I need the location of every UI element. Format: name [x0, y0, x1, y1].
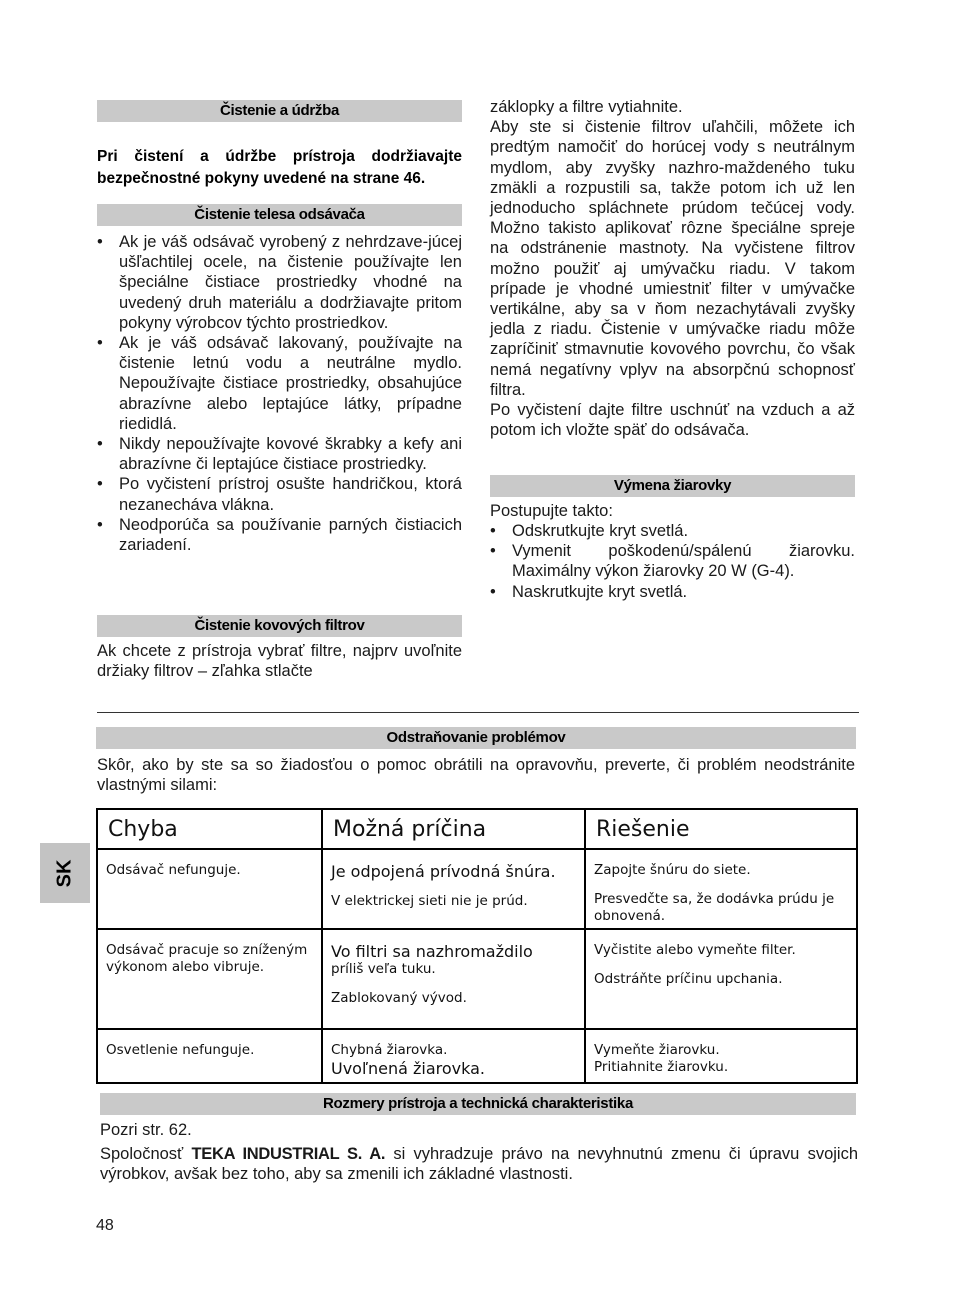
cause-text: Uvoľnená žiarovka. [331, 1059, 485, 1078]
solution-text: Presvedčte sa, že dodávka prúdu je obnovená. [594, 891, 835, 924]
filters-cleaning-paragraph: Aby ste si čistenie filtrov uľahčili, môžete ich predtým namočiť do horúcej vody s neutrálnym mydlom, aby zvyšky nazhro-maždeného tuku zmäkli a rozpustili sa, takže potom ich už len jednoducho spláchnete prúdom tečúcej vody. Možno takisto aplikovať rôzne špeciálne spreje na odstránenie mastnoty. Na vyčistene filtrov možno použiť aj umývačku riadu. V takom prípade je vhodné umiestniť filter v umývačke vertikálne, aby sa v ňom nezachytávali zvyšky jedla z riadu. Čistenie v umývačke riadu môže zapríčiniť stmavnutie kovového povrchu, čo však nemá negatívny vplyv na absorpčnú schopnosť filtra. [490, 118, 855, 399]
list-item: • Ak je váš odsávač vyrobený z nehrdzave-júcej ušľachtilej ocele, na čistenie používajte len špeciálne čistiace prostriedky vhodné na uvedený druh materiálu a dodržiavajte pritom pokyny výrobcov týchto prostriedkov. [97, 232, 462, 333]
cause-text: Chybná žiarovka. [331, 1042, 448, 1058]
cause-text: príliš veľa tuku. [331, 961, 436, 977]
list-item: • Vymenit poškodenú/spálenú žiarovku. Maximálny výkon žiarovky 20 W (G-4). [490, 541, 855, 581]
list-item: • Po vyčistení prístroj osušte handričkou, ktorá nezanecháva vlákna. [97, 474, 462, 514]
heading-cleaning-maintenance: Čistenie a údržba [97, 100, 462, 122]
solution-text: Vyčistite alebo vymeňte filter. [594, 942, 796, 958]
list-item: • Neodporúča sa používanie parných čistiacich zariadení. [97, 515, 462, 555]
table-row [97, 929, 857, 1029]
filters-drying-paragraph: Po vyčistení dajte filtre uschnúť na vzduch a až potom ich vložte späť do odsávača. [490, 401, 855, 440]
table-row [97, 849, 857, 929]
solution-cell [585, 929, 857, 1029]
table-header-row [97, 809, 857, 849]
solution-text: Zapojte šnúru do siete. [594, 862, 751, 878]
cause-text: V elektrickej sieti nie je prúd. [331, 893, 528, 909]
filters-text-continued [490, 97, 855, 440]
safety-warning: Pri čistení a údržbe prístroja dodržiavajte bezpečnostné pokyny uvedené na strane 46. [97, 148, 462, 187]
language-tab-label: SK [53, 859, 76, 887]
list-item: • Nikdy nepoužívajte kovové škrabky a kefy ani abrazívne či leptajúce čistiace prostriedky. [97, 434, 462, 474]
page-number: 48 [96, 1217, 114, 1234]
list-item: • Ak je váš odsávač lakovaný, používajte na čistenie letnú vodu a neutrálne mydlo. Nepoužívajte čistiace prostriedky, obsahujúce abrazívne alebo leptajúce látky, prípadne riedidlá. [97, 333, 462, 434]
cause-cell [322, 929, 585, 1029]
cause-cell [322, 849, 585, 929]
bulb-intro: Postupujte takto: [490, 502, 613, 520]
col-header-solution: Riešenie [585, 809, 857, 849]
bulb-steps-list [490, 521, 855, 602]
fault-cell [97, 849, 322, 929]
fault-cell [97, 1029, 322, 1083]
fault-cell [97, 929, 322, 1029]
list-item: • Naskrutkujte kryt svetlá. [490, 582, 855, 602]
table-row [97, 1029, 857, 1083]
cause-cell [322, 1029, 585, 1083]
company-suffix: si vyhradzuje právo na nevyhnutnú zmenu či úpravu svojich výrobkov, avšak bez toho, aby sa zmenili ich základné vlastnosti. [100, 1145, 858, 1184]
company-disclaimer [100, 1144, 858, 1184]
filters-continued-line: záklopky a filtre vytiahnite. [490, 98, 683, 116]
heading-troubleshooting: Odstraňovanie problémov [96, 727, 856, 749]
body-cleaning-list [97, 232, 462, 555]
fault-text: Odsávač nefunguje. [106, 862, 241, 878]
heading-body-cleaning: Čistenie telesa odsávača [97, 204, 462, 226]
col-header-cause: Možná príčina [322, 809, 585, 849]
cause-text: Vo filtri sa nazhromaždilo [331, 942, 533, 961]
solution-text: Odstráňte príčinu upchania. [594, 971, 783, 987]
heading-bulb-replacement: Výmena žiarovky [490, 475, 855, 497]
heading-dimensions-specs: Rozmery prístroja a technická charakteristika [100, 1093, 856, 1115]
solution-cell [585, 1029, 857, 1083]
section-divider [97, 712, 859, 713]
fault-text: Osvetlenie nefunguje. [106, 1042, 255, 1058]
heading-metal-filters: Čistenie kovových filtrov [97, 615, 462, 637]
solution-text: Pritiahnite žiarovku. [594, 1059, 729, 1075]
filters-removal-text: Ak chcete z prístroja vybrať filtre, najprv uvoľnite držiaky filtrov – zľahka stlačte [97, 642, 462, 681]
company-prefix: Spoločnosť [100, 1145, 184, 1163]
solution-text: Vymeňte žiarovku. [594, 1042, 720, 1058]
fault-text: Odsávač pracuje so zníženým výkonom alebo vibruje. [106, 942, 308, 975]
cause-text: Je odpojená prívodná šnúra. [331, 862, 556, 881]
solution-cell [585, 849, 857, 929]
cause-text: Zablokovaný vývod. [331, 990, 467, 1006]
troubleshooting-intro: Skôr, ako by ste sa so žiadosťou o pomoc obrátili na opravovňu, preverte, či problém neodstránite vlastnými silami: [97, 756, 855, 795]
troubleshooting-table [96, 808, 858, 1084]
list-item: • Odskrutkujte kryt svetlá. [490, 521, 855, 541]
col-header-fault: Chyba [97, 809, 322, 849]
company-name: TEKA INDUSTRIAL S. A. [191, 1145, 386, 1163]
specs-page-reference: Pozri str. 62. [100, 1121, 192, 1139]
language-tab [40, 843, 90, 903]
